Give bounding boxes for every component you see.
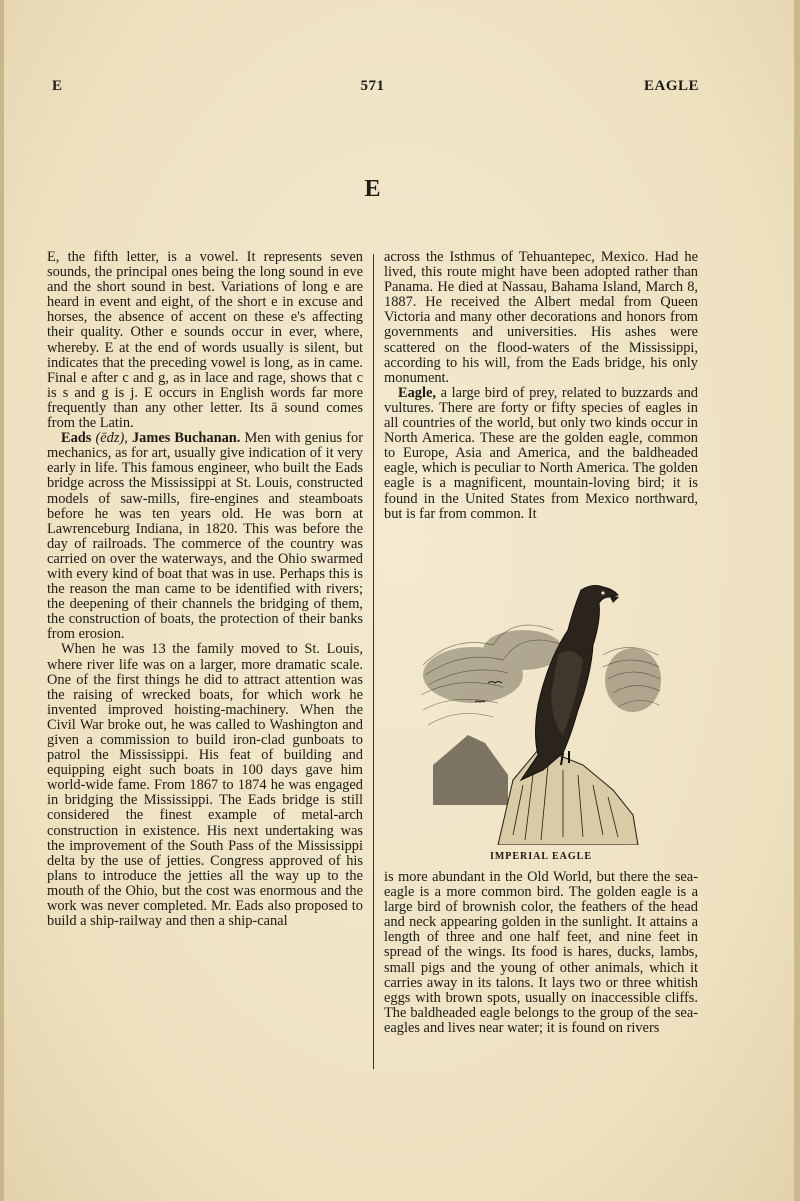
imperial-eagle-illustration xyxy=(413,575,663,845)
page-edge-right xyxy=(794,0,800,1201)
entry-eads-paragraph xyxy=(47,431,363,642)
section-letter-heading: E xyxy=(364,176,381,202)
left-column xyxy=(47,250,363,929)
entry-eads-name: James Buchanan. xyxy=(131,430,241,447)
figure-caption: IMPERIAL EAGLE xyxy=(489,851,593,862)
entry-eads-body: Men with genius for mechanics, as for art, usually give indication of it very early in life. This famous engineer, who built the Eads bridge across the Mississippi at St. Louis, constructed models of saw-mills, fire-engines and steamboats before he was ten years old. He was born at Lawrenceburg Indiana, in 1820. This was before the day of railroads. The commerce of the country was carried on over the waterways, and the Ohio swarmed with every kind of boat that was in use. Perhaps this is the reason the man came to be identified with rivers; the deepening of their channels the bridging of them, the construction of boats, the protection of their banks from erosion. xyxy=(47,430,363,643)
entry-e-paragraph: E, the fifth letter, is a vowel. It represents seven sounds, the principal ones being the long sound in eve and the short sound in best. Variations of long e are heard in event and eight, of the short e in excuse and horses, the absence of accent on these e's affecting their quality. Other e sounds occur in ever, where, whereby. E at the end of words usually is silent, but indicates that the preceding vowel is long, as in came. Final e after c and g, as in lace and rage, shows that c is s and g is j. E occurs in English words far more frequently than any other letter. Its ā sound comes from the Latin. xyxy=(47,249,363,432)
column-divider xyxy=(373,254,374,1069)
entry-eads-pronunciation: (ēdz), xyxy=(95,430,128,447)
header-right-guide-word: EAGLE xyxy=(643,78,699,94)
page-number: 571 xyxy=(360,78,385,94)
entry-eads-headword: Eads xyxy=(61,430,92,447)
entry-eads-continued-paragraph: When he was 13 the family moved to St. Louis, where river life was on a larger, more dramatic scale. One of the first things he did to attract attention was the raising of wrecked boats, for which work he invented improved hoisting-machinery. When the Civil War broke out, he was called to Washington and given a commission to build iron-clad gunboats to patrol the Mississippi. His feat of building and equipping eight such boats in 100 days gave him world-wide fame. From 1867 to 1874 he was engaged in bridging the Mississippi. The Eads bridge is still considered the finest example of metal-arch construction in existence. His next undertaking was the improvement of the South Pass of the Mississippi delta by the use of jetties. Congress approved of his plans to introduce the jetties all the way up to the mouth of the Ohio, but the cost was enormous and the work was never completed. Mr. Eads also proposed to build a ship-railway and then a ship-canal xyxy=(47,641,363,930)
right-column-upper xyxy=(384,250,698,522)
entry-eagle-headword: Eagle, xyxy=(398,384,436,401)
right-column-lower xyxy=(384,870,698,1036)
entry-eagle-body: a large bird of prey, related to buzzards and vultures. There are forty or fifty species of eagles in all countries of the world, but only two kinds occur in North America. These are the golden eagle, common to Europe, Asia and America, and the baldheaded eagle, which is peculiar to North America. The golden eagle is a magnificent, mountain-loving bird; it is found in the United States from Mexico northward, but is far from common. It xyxy=(384,384,698,522)
entry-eagle-continued-paragraph: is more abundant in the Old World, but there the sea-eagle is a more common bird. The golden eagle is a large bird of brownish color, the feathers of the head and neck appearing golden in the sunlight. It attains a length of three and one half feet, and nine feet in spread of the wings. Its food is hares, ducks, lambs, small pigs and the young of other animals, which it carries away in its talons. It lays two or three whitish eggs with brown spots, usually on inaccessible cliffs. The baldheaded eagle belongs to the group of the sea-eagles and lives near water; it is found on rivers xyxy=(384,869,698,1036)
entry-eads-conclusion-paragraph: across the Isthmus of Tehuantepec, Mexico. Had he lived, this route might have been adopted rather than Panama. He died at Nassau, Bahama Island, March 8, 1887. He received the Albert medal from Queen Victoria and many other decorations and honors from governments and universities. His ashes were scattered on the flood-waters of the Mississippi, according to his will, from the Eads bridge, his only monument. xyxy=(384,249,698,386)
header-left-guide-letter: E xyxy=(52,78,63,94)
entry-eagle-paragraph xyxy=(384,386,698,522)
